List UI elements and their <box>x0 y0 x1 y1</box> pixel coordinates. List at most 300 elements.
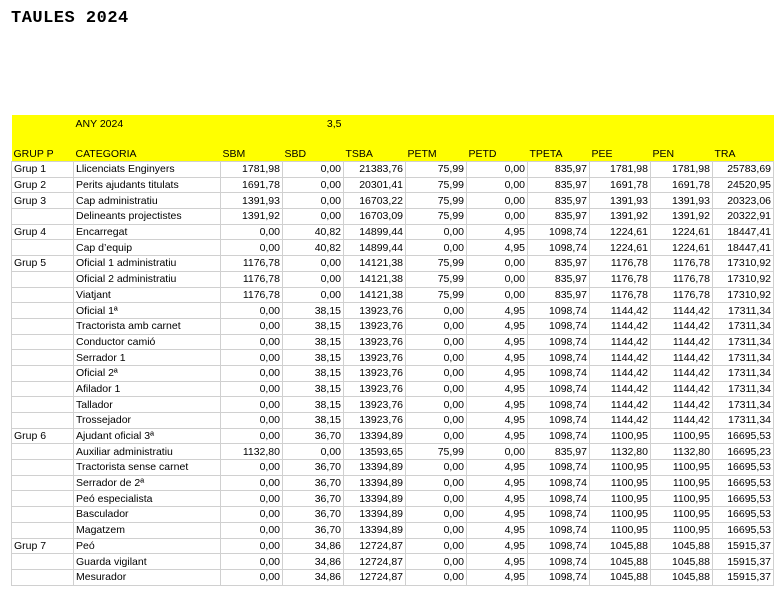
value-cell-tra: 24520,95 <box>713 177 774 193</box>
value-cell-petd: 4,95 <box>467 413 528 429</box>
table-row <box>12 193 774 209</box>
value-cell-petd: 4,95 <box>467 224 528 240</box>
table-row <box>12 271 774 287</box>
value-cell-tra: 18447,41 <box>713 240 774 256</box>
value-cell-tpeta: 1098,74 <box>528 569 590 585</box>
value-cell-tra: 17310,92 <box>713 256 774 272</box>
value-cell-sbm: 1132,80 <box>221 444 283 460</box>
value-cell-petm: 0,00 <box>406 554 467 570</box>
category-cell: Delineants projectistes <box>74 209 221 225</box>
category-cell: Trossejador <box>74 413 221 429</box>
column-header-categoria: CATEGORIA <box>74 147 221 162</box>
category-cell: Cap d’equip <box>74 240 221 256</box>
group-cell <box>12 350 74 366</box>
value-cell-tsba: 13394,89 <box>344 475 406 491</box>
group-cell <box>12 554 74 570</box>
value-cell-tpeta: 835,97 <box>528 162 590 178</box>
column-header-petm: PETM <box>406 147 467 162</box>
value-cell-petm: 0,00 <box>406 569 467 585</box>
value-cell-pee: 1100,95 <box>590 522 651 538</box>
value-cell-pen: 1045,88 <box>651 538 713 554</box>
table-row <box>12 365 774 381</box>
category-cell: Oficial 1 administratiu <box>74 256 221 272</box>
group-cell <box>12 209 74 225</box>
group-cell <box>12 475 74 491</box>
value-cell-tra: 16695,23 <box>713 444 774 460</box>
value-cell-pen: 1781,98 <box>651 162 713 178</box>
value-cell-sbm: 0,00 <box>221 350 283 366</box>
value-cell-tsba: 14899,44 <box>344 240 406 256</box>
value-cell-petm: 75,99 <box>406 162 467 178</box>
value-cell-pen: 1100,95 <box>651 428 713 444</box>
value-cell-sbd: 36,70 <box>283 507 344 523</box>
value-cell-petm: 0,00 <box>406 318 467 334</box>
value-cell-sbm: 0,00 <box>221 475 283 491</box>
value-cell-pee: 1781,98 <box>590 162 651 178</box>
value-cell-tra: 20323,06 <box>713 193 774 209</box>
value-cell-pee: 1100,95 <box>590 428 651 444</box>
value-cell-pee: 1144,42 <box>590 413 651 429</box>
value-cell-tra: 17311,34 <box>713 318 774 334</box>
value-cell-pee: 1045,88 <box>590 554 651 570</box>
value-cell-sbm: 0,00 <box>221 428 283 444</box>
value-cell-tpeta: 1098,74 <box>528 397 590 413</box>
value-cell-sbd: 38,15 <box>283 413 344 429</box>
value-cell-sbm: 0,00 <box>221 413 283 429</box>
value-cell-pen: 1100,95 <box>651 491 713 507</box>
value-cell-tra: 17311,34 <box>713 303 774 319</box>
category-cell: Tractorista sense carnet <box>74 460 221 476</box>
value-cell-pen: 1391,93 <box>651 193 713 209</box>
value-cell-tpeta: 835,97 <box>528 287 590 303</box>
value-cell-sbd: 0,00 <box>283 444 344 460</box>
value-cell-sbm: 0,00 <box>221 397 283 413</box>
value-cell-tpeta: 1098,74 <box>528 334 590 350</box>
group-cell <box>12 334 74 350</box>
value-cell-pee: 1045,88 <box>590 569 651 585</box>
value-cell-petd: 0,00 <box>467 162 528 178</box>
value-cell-tpeta: 1098,74 <box>528 303 590 319</box>
value-cell-sbd: 0,00 <box>283 177 344 193</box>
factor-value: 3,5 <box>283 115 344 147</box>
value-cell-sbd: 34,86 <box>283 569 344 585</box>
table-row <box>12 224 774 240</box>
category-cell: Auxiliar administratiu <box>74 444 221 460</box>
year-row <box>12 115 774 147</box>
group-cell <box>12 303 74 319</box>
value-cell-tsba: 13593,65 <box>344 444 406 460</box>
value-cell-petd: 4,95 <box>467 522 528 538</box>
value-cell-petm: 0,00 <box>406 413 467 429</box>
table-row <box>12 554 774 570</box>
value-cell-sbd: 36,70 <box>283 475 344 491</box>
group-cell <box>12 491 74 507</box>
value-cell-pee: 1176,78 <box>590 256 651 272</box>
value-cell-tra: 17311,34 <box>713 350 774 366</box>
group-cell: Grup 4 <box>12 224 74 240</box>
value-cell-pen: 1132,80 <box>651 444 713 460</box>
value-cell-pen: 1691,78 <box>651 177 713 193</box>
value-cell-petd: 4,95 <box>467 569 528 585</box>
value-cell-pen: 1144,42 <box>651 397 713 413</box>
table-body <box>12 162 774 586</box>
value-cell-tsba: 13923,76 <box>344 413 406 429</box>
value-cell-petd: 0,00 <box>467 209 528 225</box>
column-header-grup-p: GRUP P <box>12 147 74 162</box>
table-row <box>12 428 774 444</box>
value-cell-tsba: 16703,09 <box>344 209 406 225</box>
value-cell-pee: 1144,42 <box>590 397 651 413</box>
column-header-petd: PETD <box>467 147 528 162</box>
value-cell-tsba: 12724,87 <box>344 554 406 570</box>
value-cell-pen: 1144,42 <box>651 303 713 319</box>
value-cell-tra: 16695,53 <box>713 522 774 538</box>
value-cell-pee: 1100,95 <box>590 491 651 507</box>
value-cell-tpeta: 1098,74 <box>528 365 590 381</box>
value-cell-tsba: 20301,41 <box>344 177 406 193</box>
value-cell-tpeta: 1098,74 <box>528 460 590 476</box>
value-cell-tra: 18447,41 <box>713 224 774 240</box>
value-cell-tra: 17311,34 <box>713 413 774 429</box>
value-cell-sbd: 34,86 <box>283 538 344 554</box>
value-cell-pee: 1144,42 <box>590 350 651 366</box>
value-cell-tsba: 13923,76 <box>344 397 406 413</box>
table-row <box>12 569 774 585</box>
value-cell-sbd: 0,00 <box>283 162 344 178</box>
value-cell-sbm: 0,00 <box>221 538 283 554</box>
value-cell-sbm: 0,00 <box>221 460 283 476</box>
table-row <box>12 538 774 554</box>
value-cell-sbd: 38,15 <box>283 303 344 319</box>
table-row <box>12 522 774 538</box>
value-cell-tra: 15915,37 <box>713 569 774 585</box>
value-cell-petd: 0,00 <box>467 256 528 272</box>
value-cell-sbd: 38,15 <box>283 381 344 397</box>
value-cell-petd: 0,00 <box>467 177 528 193</box>
value-cell-tsba: 13923,76 <box>344 318 406 334</box>
category-cell: Encarregat <box>74 224 221 240</box>
value-cell-pee: 1176,78 <box>590 287 651 303</box>
table-row <box>12 318 774 334</box>
value-cell-sbd: 40,82 <box>283 240 344 256</box>
value-cell-pee: 1144,42 <box>590 303 651 319</box>
value-cell-petm: 0,00 <box>406 397 467 413</box>
value-cell-pee: 1100,95 <box>590 507 651 523</box>
column-header-pen: PEN <box>651 147 713 162</box>
group-cell: Grup 3 <box>12 193 74 209</box>
value-cell-tsba: 14121,38 <box>344 256 406 272</box>
value-cell-pen: 1144,42 <box>651 350 713 366</box>
value-cell-petd: 4,95 <box>467 460 528 476</box>
value-cell-tra: 17311,34 <box>713 381 774 397</box>
value-cell-pen: 1176,78 <box>651 256 713 272</box>
category-cell: Perits ajudants titulats <box>74 177 221 193</box>
table-row <box>12 381 774 397</box>
table-row <box>12 177 774 193</box>
value-cell-petm: 75,99 <box>406 271 467 287</box>
value-cell-petm: 75,99 <box>406 209 467 225</box>
value-cell-tsba: 13394,89 <box>344 460 406 476</box>
category-cell: Tallador <box>74 397 221 413</box>
page-title: TAULES 2024 <box>11 9 129 28</box>
value-cell-tpeta: 1098,74 <box>528 428 590 444</box>
value-cell-pee: 1176,78 <box>590 271 651 287</box>
group-cell: Grup 5 <box>12 256 74 272</box>
group-cell <box>12 287 74 303</box>
value-cell-tsba: 13923,76 <box>344 365 406 381</box>
value-cell-tpeta: 835,97 <box>528 193 590 209</box>
value-cell-petd: 0,00 <box>467 287 528 303</box>
group-cell <box>12 460 74 476</box>
value-cell-sbd: 34,86 <box>283 554 344 570</box>
value-cell-tpeta: 1098,74 <box>528 224 590 240</box>
category-cell: Mesurador <box>74 569 221 585</box>
value-cell-pee: 1224,61 <box>590 240 651 256</box>
value-cell-sbm: 0,00 <box>221 240 283 256</box>
value-cell-pee: 1144,42 <box>590 365 651 381</box>
value-cell-sbm: 0,00 <box>221 303 283 319</box>
value-cell-tpeta: 1098,74 <box>528 522 590 538</box>
value-cell-petm: 0,00 <box>406 303 467 319</box>
value-cell-petd: 4,95 <box>467 554 528 570</box>
value-cell-sbd: 0,00 <box>283 271 344 287</box>
value-cell-tra: 15915,37 <box>713 538 774 554</box>
value-cell-tsba: 12724,87 <box>344 569 406 585</box>
group-cell: Grup 7 <box>12 538 74 554</box>
value-cell-tsba: 14899,44 <box>344 224 406 240</box>
category-cell: Cap administratiu <box>74 193 221 209</box>
year-label: ANY 2024 <box>74 115 221 147</box>
value-cell-tpeta: 1098,74 <box>528 413 590 429</box>
value-cell-tpeta: 835,97 <box>528 256 590 272</box>
value-cell-tra: 16695,53 <box>713 491 774 507</box>
value-cell-pen: 1144,42 <box>651 381 713 397</box>
value-cell-sbd: 38,15 <box>283 318 344 334</box>
value-cell-petm: 0,00 <box>406 428 467 444</box>
value-cell-petd: 4,95 <box>467 491 528 507</box>
value-cell-sbd: 0,00 <box>283 256 344 272</box>
value-cell-sbm: 0,00 <box>221 569 283 585</box>
group-cell <box>12 365 74 381</box>
value-cell-pee: 1100,95 <box>590 475 651 491</box>
table-row <box>12 240 774 256</box>
value-cell-pen: 1176,78 <box>651 271 713 287</box>
value-cell-tpeta: 1098,74 <box>528 350 590 366</box>
value-cell-petd: 4,95 <box>467 475 528 491</box>
group-cell <box>12 444 74 460</box>
value-cell-petd: 4,95 <box>467 334 528 350</box>
value-cell-sbd: 0,00 <box>283 209 344 225</box>
value-cell-sbm: 1176,78 <box>221 256 283 272</box>
value-cell-sbd: 38,15 <box>283 397 344 413</box>
group-cell <box>12 397 74 413</box>
value-cell-petm: 0,00 <box>406 475 467 491</box>
value-cell-petm: 75,99 <box>406 444 467 460</box>
value-cell-pen: 1391,92 <box>651 209 713 225</box>
value-cell-tra: 16695,53 <box>713 460 774 476</box>
table-row <box>12 287 774 303</box>
value-cell-petm: 0,00 <box>406 365 467 381</box>
table-row <box>12 491 774 507</box>
value-cell-petm: 0,00 <box>406 507 467 523</box>
value-cell-sbm: 1391,92 <box>221 209 283 225</box>
value-cell-petd: 4,95 <box>467 365 528 381</box>
value-cell-sbm: 0,00 <box>221 554 283 570</box>
value-cell-tra: 16695,53 <box>713 475 774 491</box>
table-row <box>12 209 774 225</box>
table-row <box>12 350 774 366</box>
value-cell-sbm: 0,00 <box>221 334 283 350</box>
value-cell-tra: 17310,92 <box>713 271 774 287</box>
value-cell-petm: 0,00 <box>406 224 467 240</box>
value-cell-pen: 1100,95 <box>651 507 713 523</box>
table-row <box>12 303 774 319</box>
category-cell: Guarda vigilant <box>74 554 221 570</box>
value-cell-tpeta: 1098,74 <box>528 491 590 507</box>
group-cell <box>12 522 74 538</box>
value-cell-tpeta: 1098,74 <box>528 507 590 523</box>
value-cell-tsba: 12724,87 <box>344 538 406 554</box>
value-cell-pee: 1391,93 <box>590 193 651 209</box>
category-cell: Conductor camió <box>74 334 221 350</box>
value-cell-sbm: 0,00 <box>221 381 283 397</box>
value-cell-petd: 4,95 <box>467 428 528 444</box>
value-cell-petd: 0,00 <box>467 271 528 287</box>
value-cell-pen: 1144,42 <box>651 413 713 429</box>
value-cell-petd: 4,95 <box>467 507 528 523</box>
value-cell-tpeta: 835,97 <box>528 177 590 193</box>
value-cell-tpeta: 1098,74 <box>528 381 590 397</box>
category-cell: Basculador <box>74 507 221 523</box>
value-cell-pee: 1391,92 <box>590 209 651 225</box>
value-cell-pen: 1144,42 <box>651 334 713 350</box>
category-cell: Oficial 2ª <box>74 365 221 381</box>
value-cell-petd: 4,95 <box>467 350 528 366</box>
value-cell-petd: 0,00 <box>467 444 528 460</box>
value-cell-sbm: 1391,93 <box>221 193 283 209</box>
value-cell-petm: 0,00 <box>406 538 467 554</box>
column-header-tsba: TSBA <box>344 147 406 162</box>
group-cell <box>12 569 74 585</box>
value-cell-pen: 1144,42 <box>651 365 713 381</box>
value-cell-tra: 25783,69 <box>713 162 774 178</box>
value-cell-pen: 1100,95 <box>651 460 713 476</box>
value-cell-petd: 4,95 <box>467 381 528 397</box>
category-cell: Magatzem <box>74 522 221 538</box>
value-cell-pen: 1144,42 <box>651 318 713 334</box>
value-cell-sbd: 36,70 <box>283 460 344 476</box>
value-cell-tpeta: 835,97 <box>528 271 590 287</box>
value-cell-sbd: 38,15 <box>283 365 344 381</box>
category-cell: Llicenciats Enginyers <box>74 162 221 178</box>
value-cell-pen: 1045,88 <box>651 554 713 570</box>
value-cell-petm: 0,00 <box>406 334 467 350</box>
value-cell-tpeta: 1098,74 <box>528 538 590 554</box>
category-cell: Oficial 1ª <box>74 303 221 319</box>
value-cell-sbd: 0,00 <box>283 193 344 209</box>
value-cell-tsba: 13394,89 <box>344 507 406 523</box>
value-cell-tsba: 13923,76 <box>344 350 406 366</box>
value-cell-tpeta: 1098,74 <box>528 240 590 256</box>
header-row <box>12 147 774 162</box>
value-cell-petm: 0,00 <box>406 381 467 397</box>
value-cell-sbd: 38,15 <box>283 350 344 366</box>
category-cell: Afilador 1 <box>74 381 221 397</box>
value-cell-tra: 16695,53 <box>713 428 774 444</box>
value-cell-tsba: 13923,76 <box>344 334 406 350</box>
value-cell-petd: 4,95 <box>467 538 528 554</box>
value-cell-pen: 1100,95 <box>651 522 713 538</box>
value-cell-tsba: 13394,89 <box>344 491 406 507</box>
category-cell: Serrador 1 <box>74 350 221 366</box>
table-row <box>12 507 774 523</box>
value-cell-tsba: 16703,22 <box>344 193 406 209</box>
value-cell-tsba: 14121,38 <box>344 271 406 287</box>
value-cell-petm: 0,00 <box>406 522 467 538</box>
value-cell-tra: 17311,34 <box>713 365 774 381</box>
group-cell <box>12 381 74 397</box>
value-cell-petm: 75,99 <box>406 287 467 303</box>
value-cell-petm: 0,00 <box>406 350 467 366</box>
value-cell-tra: 15915,37 <box>713 554 774 570</box>
group-cell: Grup 1 <box>12 162 74 178</box>
value-cell-tpeta: 835,97 <box>528 209 590 225</box>
value-cell-pen: 1224,61 <box>651 240 713 256</box>
table-row <box>12 413 774 429</box>
value-cell-sbm: 0,00 <box>221 507 283 523</box>
salary-table <box>11 115 774 586</box>
column-header-sbm: SBM <box>221 147 283 162</box>
value-cell-pee: 1144,42 <box>590 334 651 350</box>
value-cell-petm: 75,99 <box>406 193 467 209</box>
value-cell-sbm: 1781,98 <box>221 162 283 178</box>
value-cell-sbm: 0,00 <box>221 522 283 538</box>
category-cell: Ajudant oficial 3ª <box>74 428 221 444</box>
value-cell-pen: 1224,61 <box>651 224 713 240</box>
category-cell: Peó <box>74 538 221 554</box>
table-row <box>12 162 774 178</box>
value-cell-tpeta: 1098,74 <box>528 475 590 491</box>
value-cell-petm: 75,99 <box>406 177 467 193</box>
value-cell-sbm: 0,00 <box>221 491 283 507</box>
value-cell-petd: 4,95 <box>467 318 528 334</box>
value-cell-tra: 17311,34 <box>713 397 774 413</box>
value-cell-sbm: 0,00 <box>221 224 283 240</box>
table-row <box>12 334 774 350</box>
value-cell-tra: 16695,53 <box>713 507 774 523</box>
column-header-pee: PEE <box>590 147 651 162</box>
value-cell-sbm: 1176,78 <box>221 271 283 287</box>
value-cell-pen: 1045,88 <box>651 569 713 585</box>
value-cell-petd: 4,95 <box>467 397 528 413</box>
value-cell-sbm: 0,00 <box>221 365 283 381</box>
table-row <box>12 460 774 476</box>
value-cell-sbd: 40,82 <box>283 224 344 240</box>
value-cell-tpeta: 1098,74 <box>528 318 590 334</box>
category-cell: Peó especialista <box>74 491 221 507</box>
value-cell-tsba: 14121,38 <box>344 287 406 303</box>
value-cell-pee: 1144,42 <box>590 318 651 334</box>
column-header-tpeta: TPETA <box>528 147 590 162</box>
value-cell-sbd: 36,70 <box>283 428 344 444</box>
group-cell: Grup 6 <box>12 428 74 444</box>
table-row <box>12 444 774 460</box>
value-cell-petd: 4,95 <box>467 303 528 319</box>
value-cell-pee: 1100,95 <box>590 460 651 476</box>
value-cell-pen: 1176,78 <box>651 287 713 303</box>
group-cell: Grup 2 <box>12 177 74 193</box>
value-cell-sbd: 36,70 <box>283 522 344 538</box>
